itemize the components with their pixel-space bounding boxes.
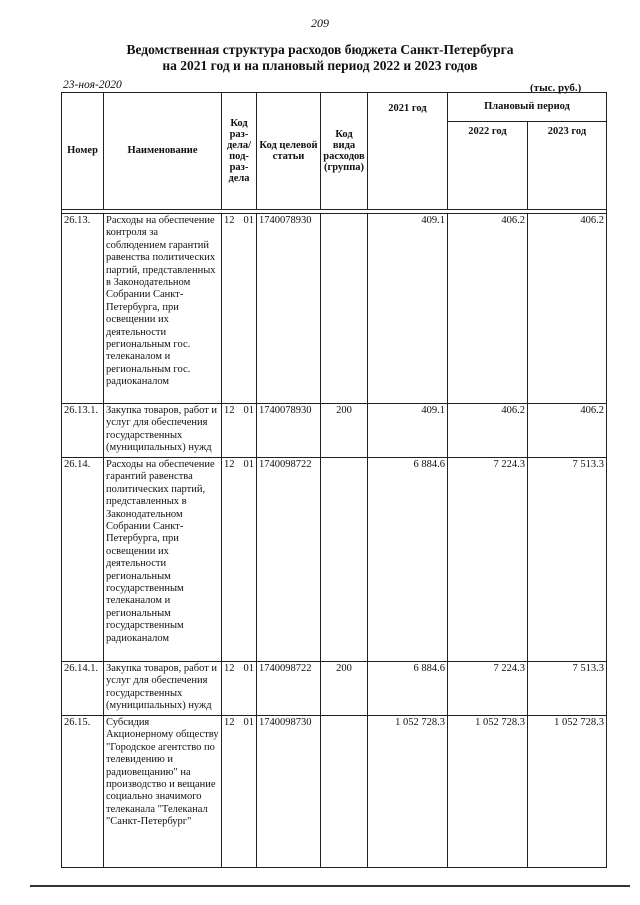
row-name: Расходы на обеспечение контроля за соблюдением гарантий равенства политических партий, представленных в Законодательном Собрании Санкт-Петербурга, при освещении их деятельности региональным гос. телеканалом и региональным гос. радиоканалом (104, 214, 222, 404)
title-line-1: Ведомственная структура расходов бюджета Санкт-Петербурга (126, 42, 514, 57)
row-expense-type (321, 214, 368, 404)
row-name: Субсидия Акционерному обществу "Городское агентство по телевидению и радиовещанию" на производство и вещание социально значимого телеканала "Телеканал "Санкт-Петербург" (104, 716, 222, 868)
table-row (62, 716, 607, 868)
header-section-code: Код раз-дела/ под-раз-дела (222, 93, 257, 210)
row-number: 26.13. (62, 214, 104, 404)
row-target-code: 1740098722 (257, 662, 321, 716)
units-label: (тыс. руб.) (530, 82, 582, 94)
table-row (62, 404, 607, 458)
header-planned-period: Плановый период (448, 93, 607, 122)
table-row (62, 214, 607, 404)
subsection-code: 01 (243, 663, 254, 674)
table-body (62, 214, 607, 868)
row-value-2022: 406.2 (448, 214, 528, 404)
subsection-code: 01 (243, 717, 254, 728)
row-target-code: 1740098730 (257, 716, 321, 868)
section-code: 12 (224, 215, 235, 226)
title-line-2: на 2021 год и на плановый период 2022 и 2023 годов (162, 58, 478, 73)
row-target-code: 1740098722 (257, 458, 321, 662)
section-code: 12 (224, 459, 235, 470)
subsection-code: 01 (243, 215, 254, 226)
subsection-code: 01 (243, 459, 254, 470)
row-section-code (222, 214, 257, 404)
row-value-2023: 406.2 (528, 404, 607, 458)
row-number: 26.14.1. (62, 662, 104, 716)
row-section-code (222, 458, 257, 662)
row-value-2023: 406.2 (528, 214, 607, 404)
header-target-code: Код целевой статьи (257, 93, 321, 210)
budget-table (61, 92, 607, 868)
section-code: 12 (224, 405, 235, 416)
row-expense-type (321, 716, 368, 868)
section-code: 12 (224, 717, 235, 728)
header-year-2022: 2022 год (448, 121, 528, 209)
row-value-2023: 7 513.3 (528, 662, 607, 716)
header-year-2023: 2023 год (528, 121, 607, 209)
row-expense-type: 200 (321, 662, 368, 716)
row-target-code: 1740078930 (257, 404, 321, 458)
row-value-2021: 1 052 728.3 (368, 716, 448, 868)
row-value-2021: 409.1 (368, 404, 448, 458)
subsection-code: 01 (243, 405, 254, 416)
row-number: 26.14. (62, 458, 104, 662)
row-name: Расходы на обеспечение гарантий равенства политических партий, представленных в Законодательном Собрании Санкт-Петербурга, при освещении их деятельности региональным государственным телеканалом и региональным государственным радиоканалом (104, 458, 222, 662)
row-value-2022: 406.2 (448, 404, 528, 458)
row-value-2023: 1 052 728.3 (528, 716, 607, 868)
row-section-code (222, 404, 257, 458)
row-target-code: 1740078930 (257, 214, 321, 404)
document-title (0, 42, 640, 74)
row-value-2022: 7 224.3 (448, 662, 528, 716)
header-year-2021: 2021 год (368, 93, 448, 210)
row-section-code (222, 716, 257, 868)
table-row (62, 662, 607, 716)
row-value-2021: 409.1 (368, 214, 448, 404)
section-code: 12 (224, 663, 235, 674)
row-value-2021: 6 884.6 (368, 662, 448, 716)
header-expense-type-code: Код вида расходов (группа) (321, 93, 368, 210)
bottom-rule (30, 885, 630, 887)
document-date: 23-ноя-2020 (63, 79, 122, 91)
row-section-code (222, 662, 257, 716)
row-number: 26.13.1. (62, 404, 104, 458)
row-value-2021: 6 884.6 (368, 458, 448, 662)
row-value-2022: 7 224.3 (448, 458, 528, 662)
row-name: Закупка товаров, работ и услуг для обеспечения государственных (муниципальных) нужд (104, 404, 222, 458)
row-number: 26.15. (62, 716, 104, 868)
row-value-2022: 1 052 728.3 (448, 716, 528, 868)
header-name: Наименование (104, 93, 222, 210)
table-row (62, 458, 607, 662)
row-name: Закупка товаров, работ и услуг для обеспечения государственных (муниципальных) нужд (104, 662, 222, 716)
row-expense-type (321, 458, 368, 662)
header-number: Номер (62, 93, 104, 210)
row-value-2023: 7 513.3 (528, 458, 607, 662)
page-number: 209 (311, 16, 329, 30)
row-expense-type: 200 (321, 404, 368, 458)
